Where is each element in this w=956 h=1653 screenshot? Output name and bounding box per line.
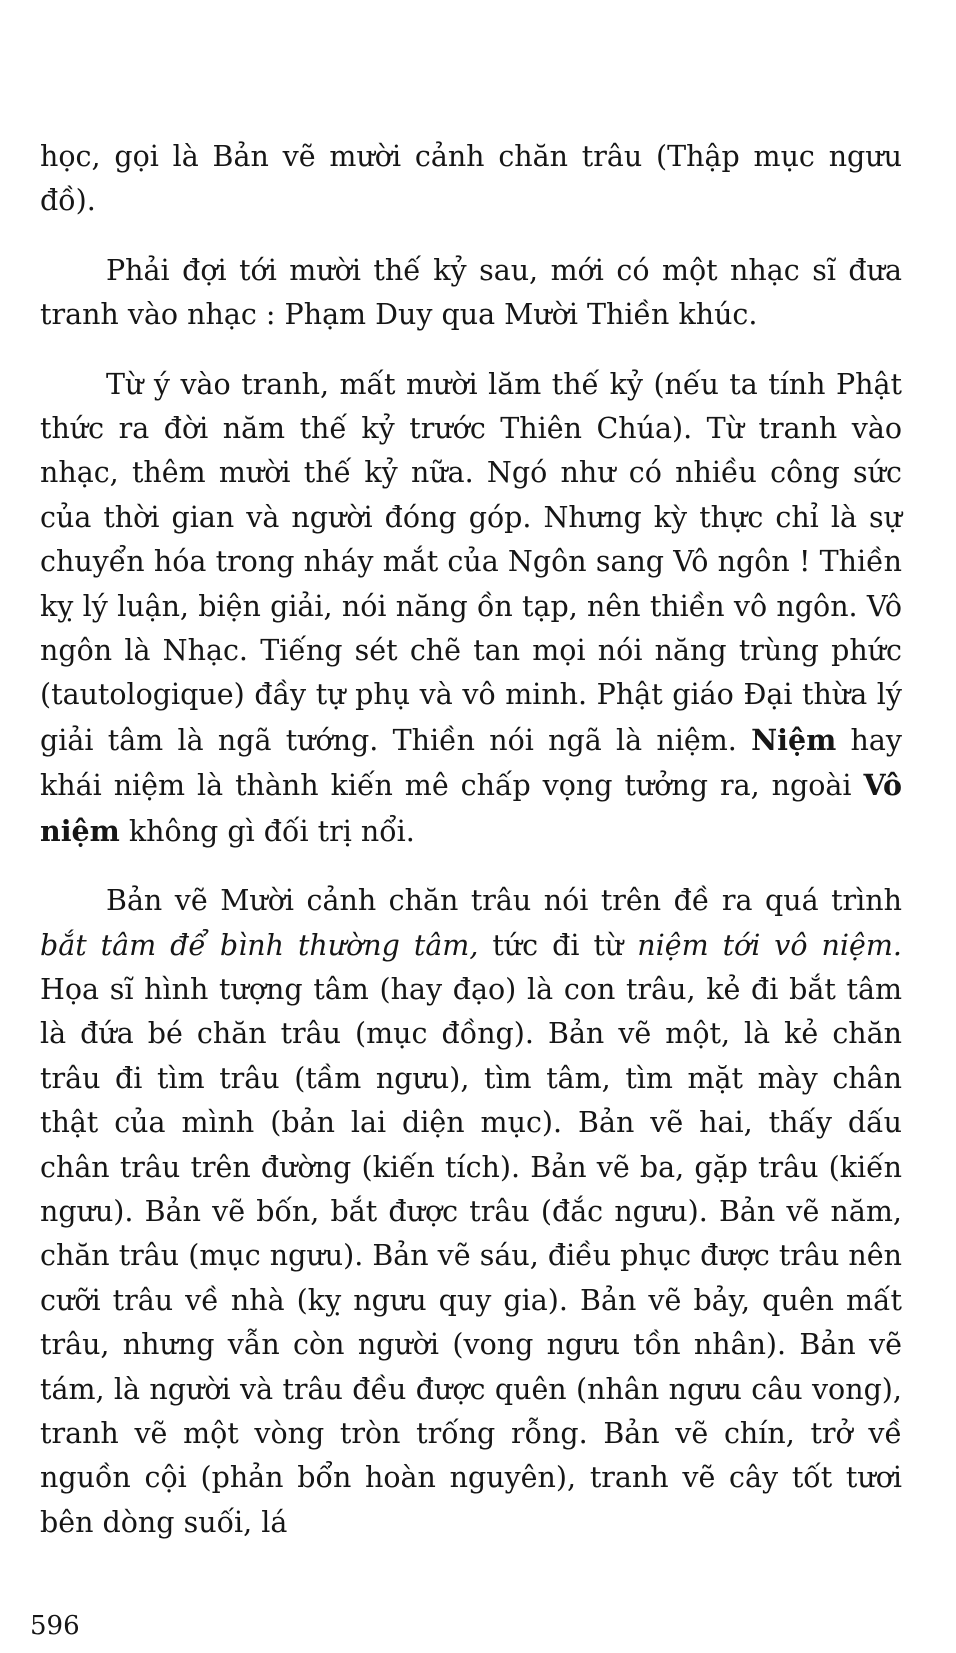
paragraph-continuation: học, gọi là Bản vẽ mười cảnh chăn trâu (Thập mục ngưu đồ). <box>40 140 902 218</box>
text-run: Bản vẽ Mười cảnh chăn trâu nói trên đề ra quá trình <box>106 884 902 918</box>
text-run: Họa sĩ hình tượng tâm (hay đạo) là con trâu, kẻ đi bắt tâm là đứa bé chăn trâu (mục đồng). Bản vẽ một, là kẻ chăn trâu đi tìm trâu (tầm ngưu), tìm tâm, tìm mặt mày chân thật của mình (bản lai diện mục). Bản vẽ hai, thấy dấu chân trâu trên đường (kiến tích). Bản vẽ ba, gặp trâu (kiến ngưu). Bản vẽ bốn, bắt được trâu (đắc ngưu). Bản vẽ năm, chăn trâu (mục ngưu). Bản vẽ sáu, điều phục được trâu nên cưỡi trâu về nhà (kỵ ngưu quy gia). Bản vẽ bảy, quên mất trâu, nhưng vẫn còn người (vong ngưu tồn nhân). Bản vẽ tám, là người và trâu đều được quên (nhân ngưu câu vong), tranh vẽ một vòng tròn trống rỗng. Bản vẽ chín, trở về nguồn cội (phản bổn hoàn nguyên), tranh vẽ cây tốt tươi bên dòng suối, lá <box>40 972 902 1539</box>
bold-term-vo-niem: Vô niệm <box>40 768 902 848</box>
paragraph-ten-ox-herding <box>40 879 902 1545</box>
paragraph-vo-ngon <box>40 363 902 854</box>
text-run: hay khái niệm là thành kiến mê chấp vọng tưởng ra, ngoài <box>40 723 903 803</box>
italic-phrase: niệm tới vô niệm. <box>637 928 902 962</box>
body-text <box>40 135 902 1570</box>
text-run: không gì đối trị nổi. <box>119 814 415 848</box>
text-run: tức đi từ <box>478 928 638 962</box>
italic-phrase: bắt tâm để bình thường tâm, <box>40 928 479 962</box>
bold-term-niem: Niệm <box>751 722 837 757</box>
text-run: Từ ý vào tranh, mất mười lăm thế kỷ (nếu ta tính Phật thức ra đời năm thế kỷ trước Thiên Chúa). Từ tranh vào nhạc, thêm mười thế kỷ nữa. Ngó như có nhiều công sức của thời gian và người đóng góp. Nhưng kỳ thực chỉ là sự chuyển hóa trong nháy mắt của Ngôn sang Vô ngôn ! Thiền kỵ lý luận, biện giải, nói năng ồn tạp, nên thiền vô ngôn. Vô ngôn là Nhạc. Tiếng sét chẽ tan mọi nói năng trùng phức (tautologique) đầy tự phụ và vô minh. Phật giáo Đại thừa lý giải tâm là ngã tướng. Thiền nói ngã là niệm. <box>40 367 902 757</box>
page-number: 596 <box>30 1611 80 1641</box>
paragraph-pham-duy: Phải đợi tới mười thế kỷ sau, mới có một nhạc sĩ đưa tranh vào nhạc : Phạm Duy qua Mười Thiền khúc. <box>40 253 902 332</box>
